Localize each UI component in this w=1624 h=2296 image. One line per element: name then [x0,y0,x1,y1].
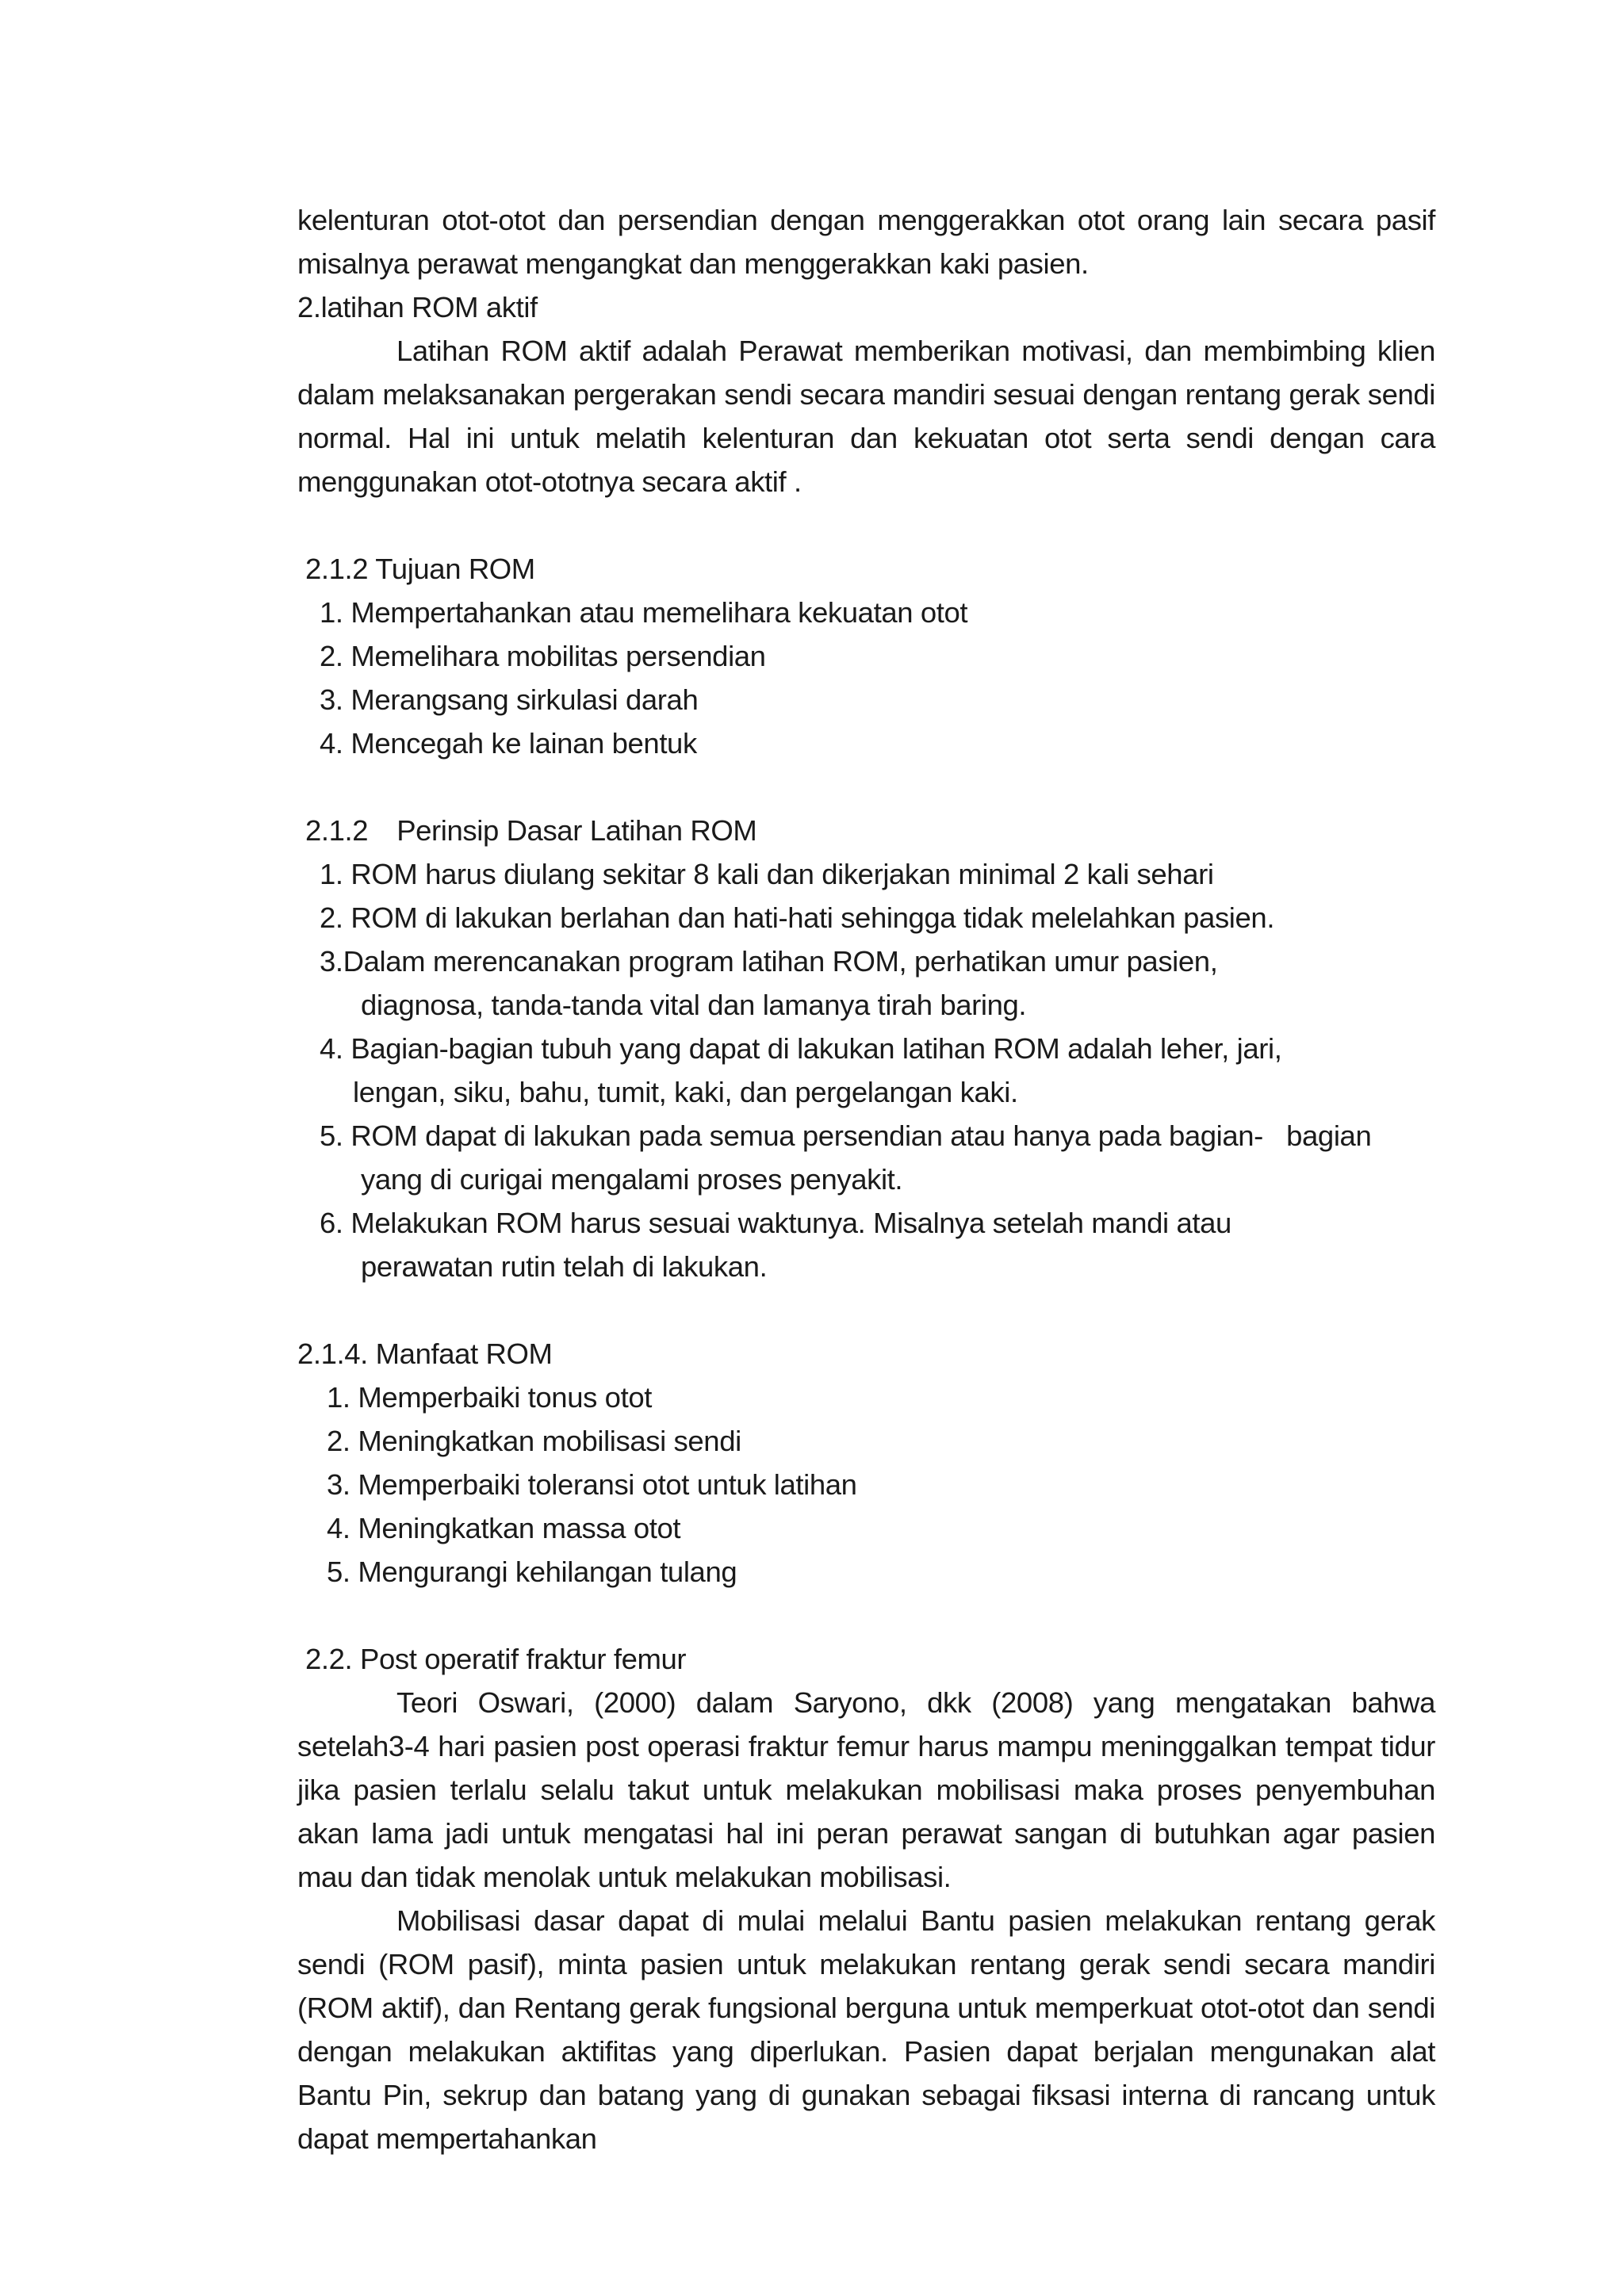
tujuan-heading: 2.1.2 Tujuan ROM [305,553,535,585]
prinsip-heading-text: Perinsip Dasar Latihan ROM [396,814,757,847]
post-operatif-heading: 2.2. Post operatif fraktur femur [305,1643,687,1675]
intro-paragraph: kelenturan otot-otot dan persendian dengan menggerakkan otot orang lain secara pasif misalnya perawat mengangkat dan menggerakkan kaki pasien. [297,204,1435,280]
document-page [297,198,1435,2160]
prinsip-list [297,852,1435,1288]
list-item: 6. Melakukan ROM harus sesuai waktunya. Misalnya setelah mandi atau [320,1207,1231,1239]
manfaat-heading: 2.1.4. Manfaat ROM [297,1337,553,1370]
tujuan-list [297,591,1435,765]
list-item-continuation: yang di curigai mengalami proses penyakit. [361,1163,903,1196]
post-operatif-paragraph-1: Teori Oswari, (2000) dalam Saryono, dkk (2008) yang mengatakan bahwa setelah3-4 hari pasien post operasi fraktur femur harus mampu meninggalkan tempat tidur jika pasien terlalu selalu takut untuk melakukan mobilisasi maka proses penyembuhan akan lama jadi untuk mengatasi hal ini peran perawat sangan di butuhkan agar pasien mau dan tidak menolak untuk melakukan mobilisasi. [297,1686,1435,1893]
list-item: 3. Merangsang sirkulasi darah [320,683,699,716]
list-item: 1. Mempertahankan atau memelihara kekuatan otot [320,596,968,629]
prinsip-heading [297,809,1435,852]
list-item: 2. Memelihara mobilitas persendian [320,640,766,672]
list-item-continuation: diagnosa, tanda-tanda vital dan lamanya tirah baring. [361,989,1027,1021]
spacer [297,1594,1435,1637]
rom-aktif-heading: 2.latihan ROM aktif [297,291,538,323]
list-item: 3.Dalam merencanakan program latihan ROM, perhatikan umur pasien, [320,945,1218,978]
list-item: 1. Memperbaiki tonus otot [327,1381,652,1414]
list-item: 4. Mencegah ke lainan bentuk [320,727,697,760]
list-item: 4. Meningkatkan massa otot [327,1512,681,1544]
rom-aktif-paragraph: Latihan ROM aktif adalah Perawat memberikan motivasi, dan membimbing klien dalam melaksanakan pergerakan sendi secara mandiri sesuai dengan rentang gerak sendi normal. Hal ini untuk melatih kelenturan dan kekuatan otot serta sendi dengan cara menggunakan otot-ototnya secara aktif . [297,335,1435,498]
prinsip-heading-number: 2.1.2 [305,814,369,847]
list-item: 5. Mengurangi kehilangan tulang [327,1556,737,1588]
list-item: 5. ROM dapat di lakukan pada semua persendian atau hanya pada bagian- bagian [320,1119,1372,1152]
list-item: 3. Memperbaiki toleransi otot untuk latihan [327,1468,857,1501]
manfaat-list [297,1376,1435,1594]
list-item-continuation: perawatan rutin telah di lakukan. [361,1250,768,1283]
list-item: 1. ROM harus diulang sekitar 8 kali dan dikerjakan minimal 2 kali sehari [320,858,1214,890]
post-operatif-paragraph-2: Mobilisasi dasar dapat di mulai melalui Bantu pasien melakukan rentang gerak sendi (ROM pasif), minta pasien untuk melakukan rentang gerak sendi secara mandiri (ROM aktif), dan Rentang gerak fungsional berguna untuk memperkuat otot-otot dan sendi dengan melakukan aktifitas yang diperlukan. Pasien dapat berjalan mengunakan alat Bantu Pin, sekrup dan batang yang di gunakan sebagai fiksasi interna di rancang untuk dapat mempertahankan [297,1904,1435,2155]
list-item: 4. Bagian-bagian tubuh yang dapat di lakukan latihan ROM adalah leher, jari, [320,1032,1282,1065]
list-item: 2. ROM di lakukan berlahan dan hati-hati sehingga tidak melelahkan pasien. [320,901,1275,934]
spacer [297,503,1435,547]
spacer [297,1288,1435,1332]
list-item-continuation: lengan, siku, bahu, tumit, kaki, dan pergelangan kaki. [353,1076,1018,1108]
spacer [297,765,1435,809]
list-item: 2. Meningkatkan mobilisasi sendi [327,1425,741,1457]
